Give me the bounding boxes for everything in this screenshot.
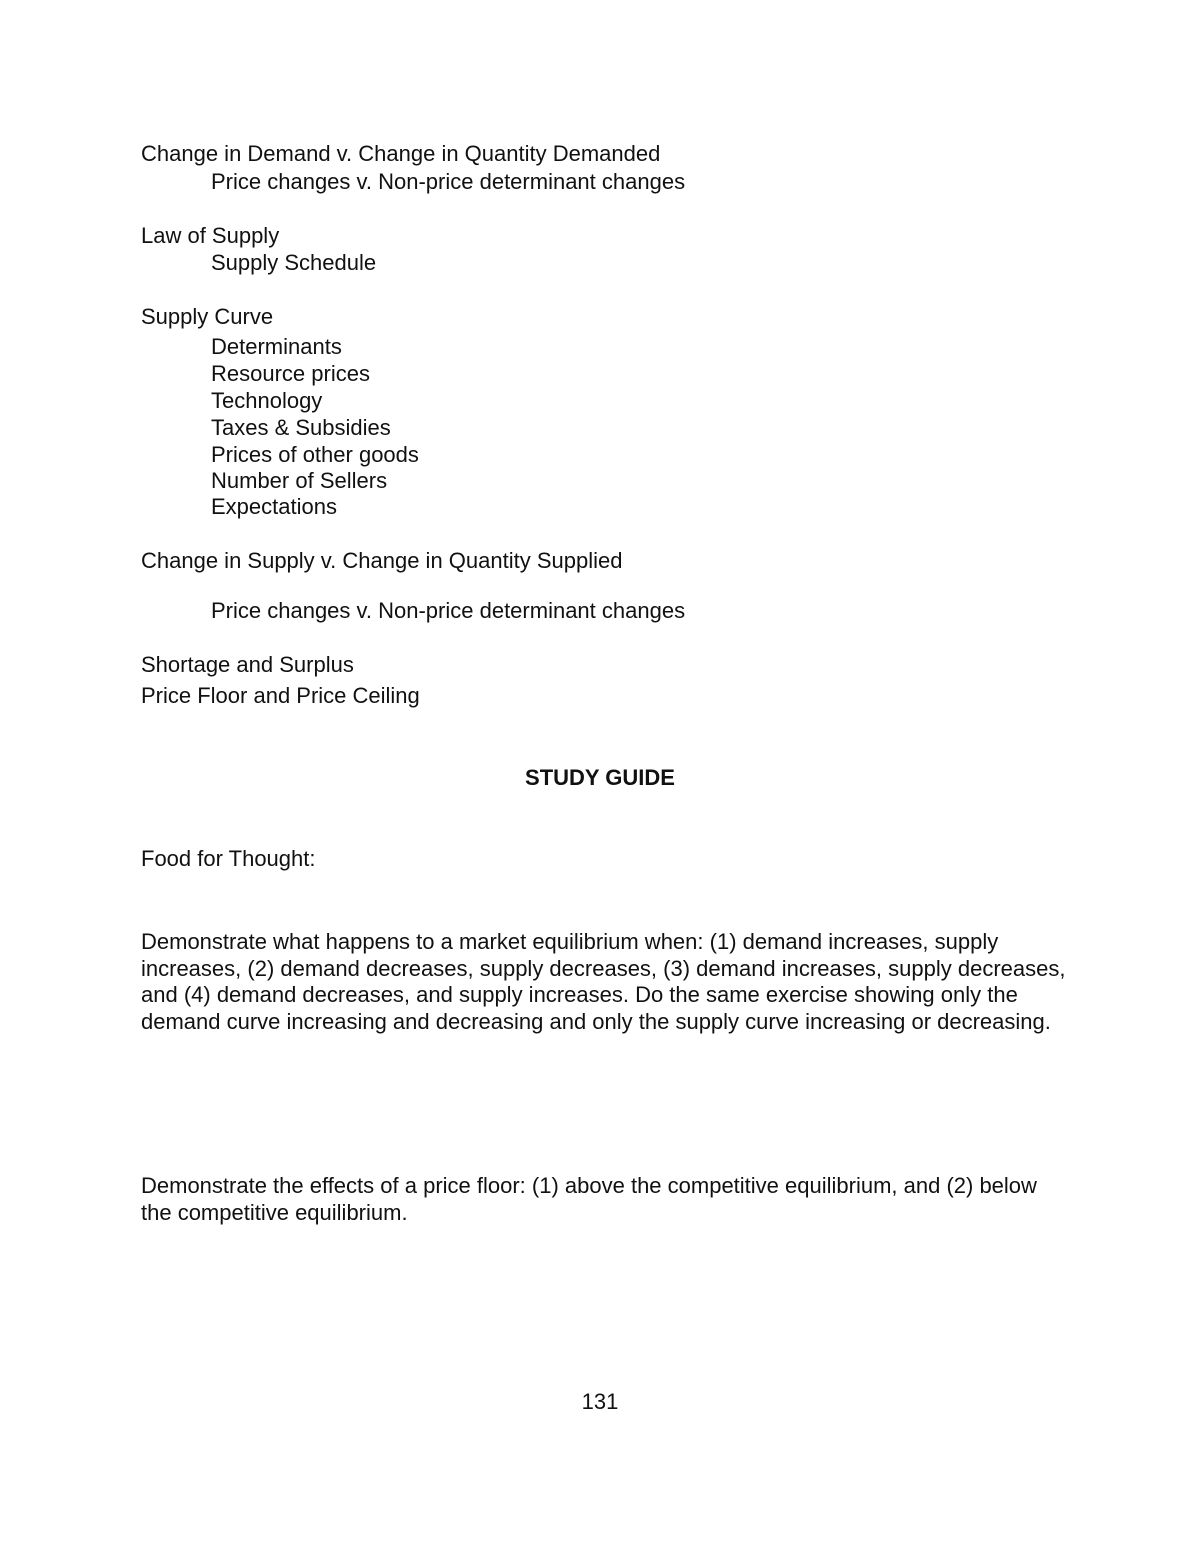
- page-number: 131: [581, 1389, 619, 1414]
- outline-determinant-item: Taxes & Subsidies: [211, 415, 391, 440]
- outline-supply-schedule: Supply Schedule: [211, 250, 377, 275]
- outline-supply-curve: Supply Curve: [141, 304, 274, 329]
- question-market-equilibrium: Demonstrate what happens to a market equilibrium when: (1) demand increases, supply increases, (2) demand decreases, supply decreases, (3) demand increases, supply decreases, and (4) demand decreases, and supply increases. Do the same exercise showing only the demand curve increasing and decreasing and only the supply curve increasing or decreasing.: [141, 929, 1066, 1034]
- outline-determinant-item: Technology: [211, 388, 323, 413]
- food-for-thought-label: Food for Thought:: [141, 846, 316, 871]
- outline-determinant-item: Prices of other goods: [211, 442, 419, 467]
- outline-determinant-item: Determinants: [211, 334, 342, 359]
- question-price-floor: Demonstrate the effects of a price floor: (1) above the competitive equilibrium, and (2) below the competitive equilibrium.: [141, 1173, 1037, 1225]
- study-guide-heading: STUDY GUIDE: [525, 765, 675, 790]
- outline-determinant-item: Expectations: [211, 494, 337, 519]
- outline-determinant-item: Resource prices: [211, 361, 370, 386]
- outline-price-floor-ceiling: Price Floor and Price Ceiling: [141, 683, 420, 708]
- outline-shortage-surplus: Shortage and Surplus: [141, 652, 354, 677]
- outline-law-of-supply: Law of Supply: [141, 223, 280, 248]
- outline-supply-change-title: Change in Supply v. Change in Quantity Supplied: [141, 548, 623, 573]
- outline-determinant-item: Number of Sellers: [211, 468, 388, 493]
- outline-supply-change-sub: Price changes v. Non-price determinant changes: [211, 598, 686, 623]
- outline-demand-change-title: Change in Demand v. Change in Quantity Demanded: [141, 141, 661, 166]
- outline-demand-change-sub: Price changes v. Non-price determinant changes: [211, 169, 686, 194]
